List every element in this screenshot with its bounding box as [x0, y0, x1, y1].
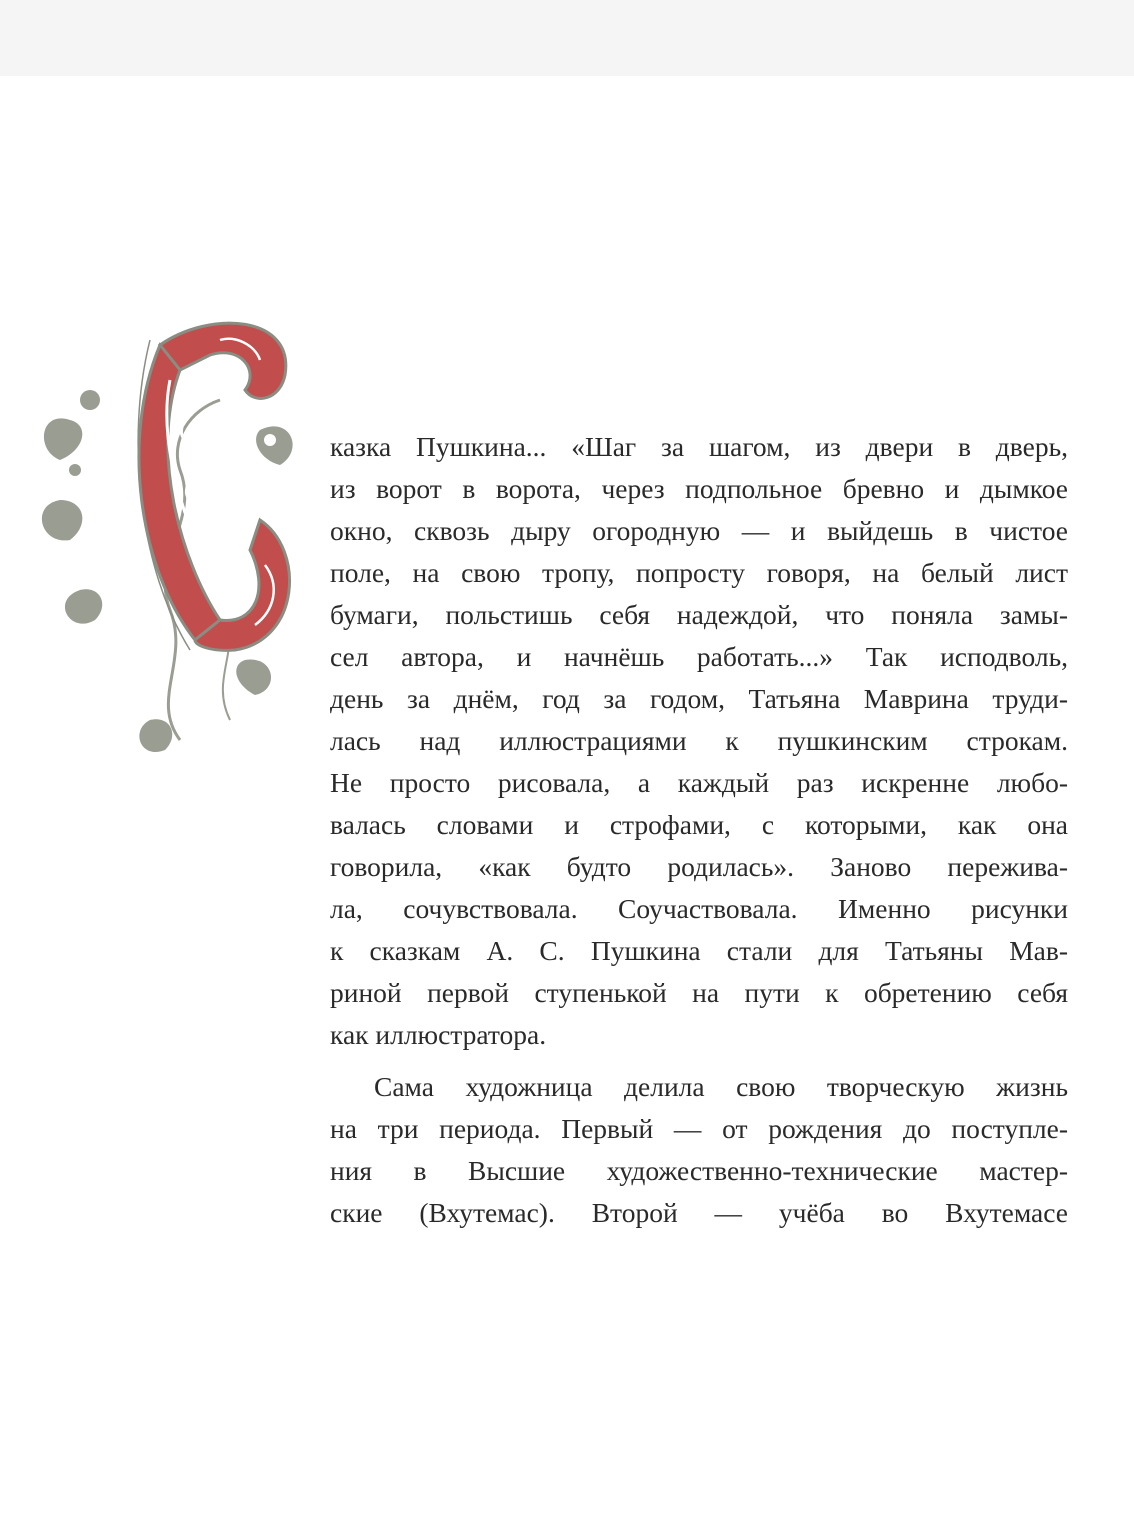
text-line: на три периода. Первый — от рождения до поступле- [330, 1113, 1068, 1144]
text-line: говорила, «как будто родилась». Заново пережива- [330, 851, 1068, 882]
text-line: ния в Высшие художественно-технические мастер- [330, 1155, 1068, 1186]
text-line: Сама художница делила свою творческую жизнь [374, 1071, 1068, 1102]
text-line: Не просто рисовала, а каждый раз искренне любо- [330, 767, 1068, 798]
text-line: лась над иллюстрациями к пушкинским строкам. [330, 725, 1068, 756]
text-line: сел автора, и начнёшь работать...» Так исподволь, [330, 641, 1068, 672]
text-line: ла, сочувствовала. Соучаствовала. Именно рисунки [330, 893, 1068, 924]
body-text [330, 426, 1068, 1234]
paragraph-1 [330, 426, 1068, 1056]
text-line: казка Пушкина... «Шаг за шагом, из двери в дверь, [330, 431, 1068, 462]
text-line: бумаги, польстишь себя надеждой, что поняла замы- [330, 599, 1068, 630]
ornamental-drop-cap-letter [30, 300, 330, 770]
text-line: окно, сквозь дыру огородную — и выйдешь в чистое [330, 515, 1068, 546]
text-line: валась словами и строфами, с которыми, как она [330, 809, 1068, 840]
text-line: риной первой ступенькой на пути к обретению себя [330, 977, 1068, 1008]
text-line: ские (Вхутемас). Второй — учёба во Вхутемасе [330, 1197, 1068, 1228]
text-line: как иллюстратора. [330, 1019, 547, 1050]
text-line: к сказкам А. С. Пушкина стали для Татьяны Мав- [330, 935, 1068, 966]
text-line: день за днём, год за годом, Татьяна Маврина труди- [330, 683, 1068, 714]
text-line: из ворот в ворота, через подпольное бревно и дымкое [330, 473, 1068, 504]
paragraph-gap [330, 1056, 1068, 1066]
page-top-band [0, 0, 1134, 76]
paragraph-2 [330, 1066, 1068, 1234]
text-line: поле, на свою тропу, попросту говоря, на белый лист [330, 557, 1068, 588]
